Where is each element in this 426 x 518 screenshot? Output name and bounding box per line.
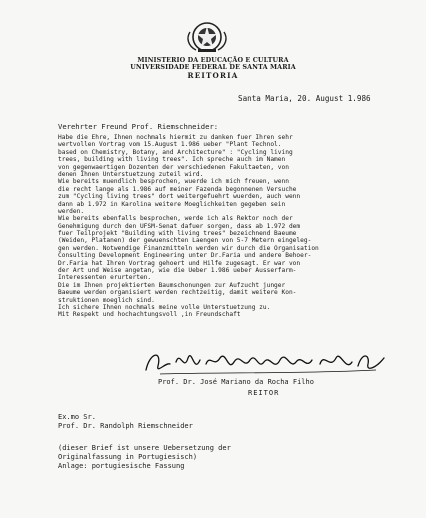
- letterhead-reitoria: REITORIA: [187, 71, 239, 80]
- recipient-block: [58, 413, 193, 431]
- body-line: based on Chemistry, Botany, and Architecture" : "Cycling living: [58, 148, 293, 156]
- recipient-honorific: Ex.mo Sr.: [58, 413, 96, 421]
- body-line: von gegenwaertigen Dozenten der verschiedenen Fakultaeten, von: [58, 163, 289, 171]
- body-line: Die im Ihnen projektierten Baumschonungen zur Aufzucht junger: [58, 281, 286, 289]
- body-line: dann ab 1.972 in Karolina weitere Moeglichkeiten gegeben sein: [58, 200, 286, 208]
- body-line: Consulting Development Engineering unter Dr.Faria und andere Behoer-: [58, 252, 312, 260]
- letter-date: Santa Maria, 20. August 1.986: [238, 94, 371, 103]
- body-line: (Weiden, Platanen) der gewuenschten Laengen von 5-7 Metern eingeleg-: [58, 237, 312, 245]
- letterhead-ministry: MINISTERIO DA EDUCAÇÃO E CULTURA: [137, 56, 289, 64]
- body-line: Habe die Ehre, Ihnen nochmals hiermit zu danken fuer Ihren sehr: [58, 134, 293, 141]
- letter-body: [58, 134, 410, 319]
- note-line: Originalfassung in Portugiesisch): [58, 453, 198, 461]
- body-line: Genehmigung durch den UFSM-Senat dafuer sorgen, dass ab 1.972 dem: [58, 222, 301, 230]
- body-line: struktionen moeglich sind.: [58, 296, 155, 304]
- signatory-title: REITOR: [248, 389, 280, 397]
- body-line: gen werden. Notwendige Finanzmitteln werden wir durch die Organisation: [58, 244, 319, 252]
- signatory-name: Prof. Dr. José Mariano da Rocha Filho: [158, 378, 314, 386]
- body-line: denen Ihnen Unterstuetzung zuteil wird.: [58, 170, 204, 178]
- body-line: Interessenten erurterten.: [58, 274, 152, 282]
- body-line: Mit Respekt und hochachtungsvoll ,in Freundschaft: [58, 311, 241, 319]
- body-line: zum "Cycling living trees" dort weitergefuehrt wuerden, auch wenn: [58, 193, 301, 201]
- salutation: Verehrter Freund Prof. Riemschneider:: [58, 122, 219, 131]
- body-line: werden.: [58, 207, 85, 215]
- body-line: fuer Teilprojekt "Building with living trees" bezeichnend Baeume: [58, 230, 297, 238]
- translation-note: [58, 444, 231, 471]
- letterhead-university: UNIVERSIDADE FEDERAL DE SANTA MARIA: [130, 63, 296, 71]
- body-line: Wie bereits muendlich besprochen, wuerde ich mich freuen, wenn: [58, 178, 289, 186]
- body-line: Wie bereits ebenfalls besprochen, werde ich als Rektor noch der: [58, 215, 293, 223]
- coat-of-arms-emblem: [184, 20, 230, 54]
- note-line: (dieser Brief ist unsere Uebersetzung der: [58, 444, 231, 452]
- recipient-name: Prof. Dr. Randolph Riemschneider: [58, 422, 193, 430]
- body-line: trees, building with living trees". Ich spreche auch im Namen: [58, 156, 286, 164]
- handwritten-signature: [140, 344, 390, 380]
- note-line: Anlage: portugiesische Fassung: [58, 462, 185, 470]
- body-line: die recht lange als 1.986 auf meiner Fazenda begonnenen Versuche: [58, 185, 297, 193]
- body-line: Ich sichere Ihnen nochmals meine volle Unterstuetzung zu.: [58, 303, 271, 311]
- body-line: der Art und Weise angetan, wie die Ueber 1.986 ueber Ausserfarm-: [58, 267, 297, 275]
- body-line: wertvollen Vortrag vom 15.August 1.986 ueber "Plant Technol.: [58, 141, 282, 149]
- body-line: Dr.Faria hat Ihren Vortrag gehoert und Hilfe zugesagt. Er war von: [58, 259, 301, 267]
- body-line: Baeume werden organisiert werden rechtzeitig, damit weitere Kon-: [58, 289, 297, 297]
